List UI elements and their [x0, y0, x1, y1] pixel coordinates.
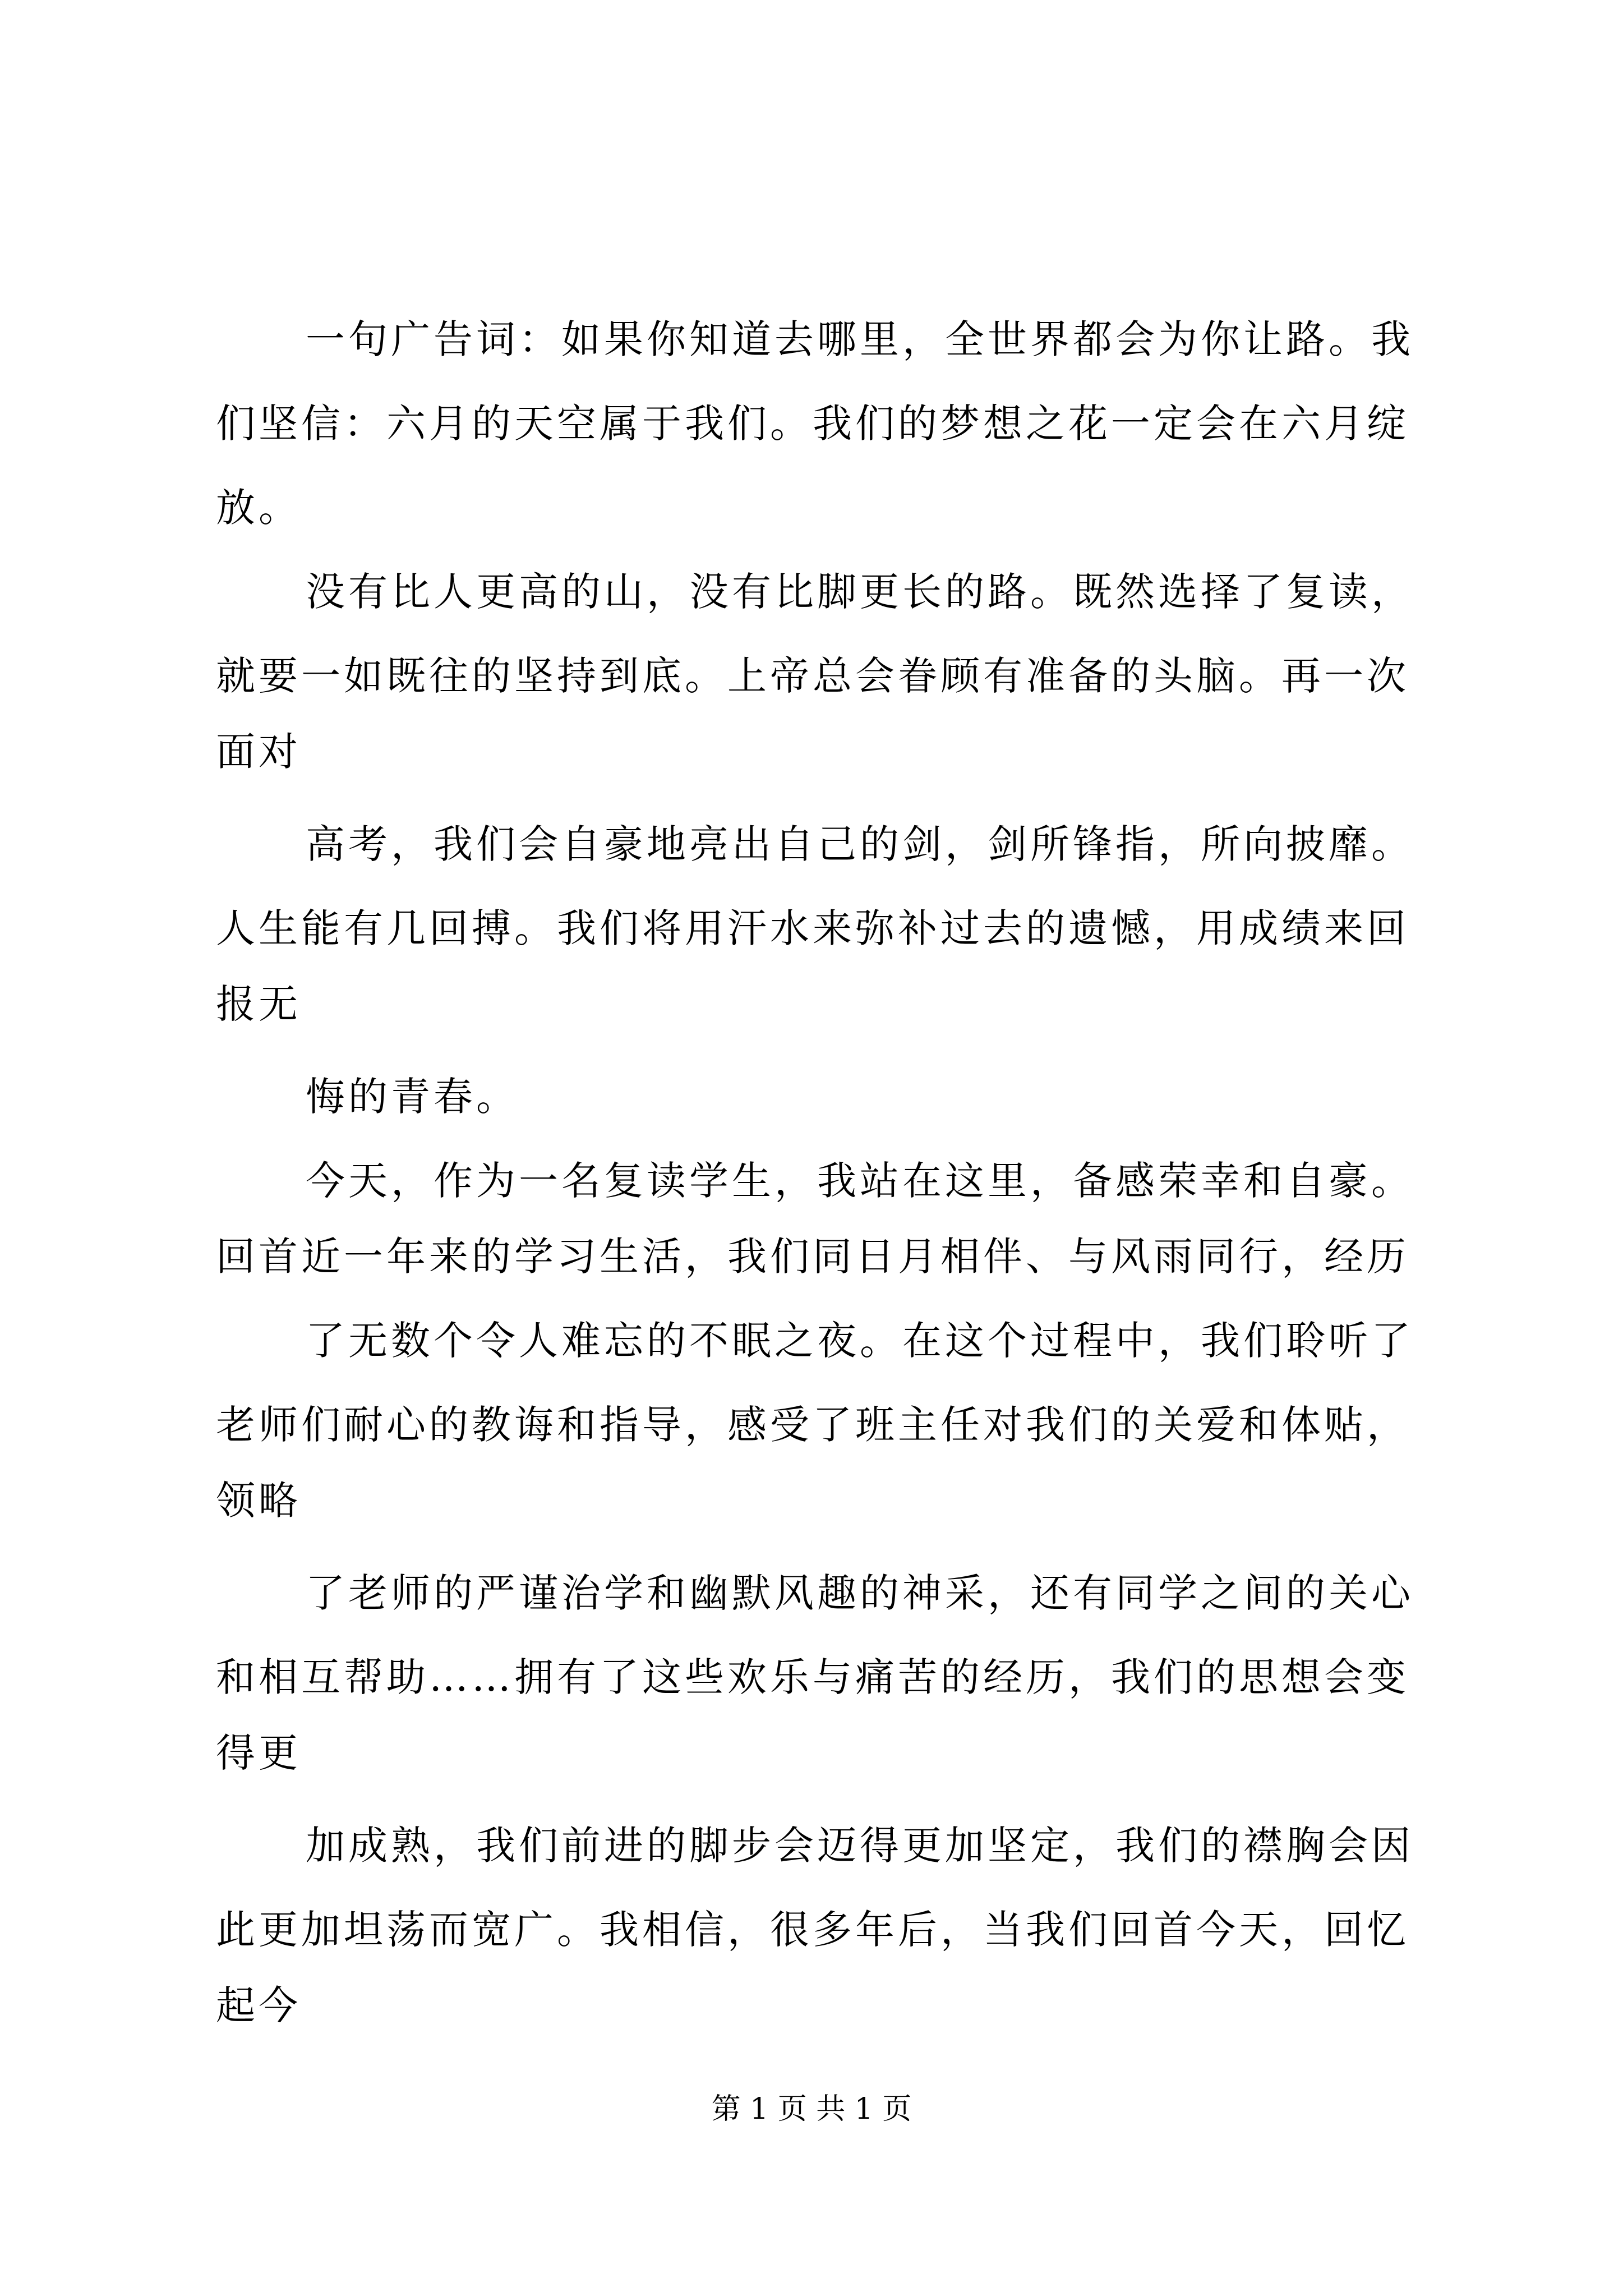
body-text-line: 一句广告词：如果你知道去哪里，全世界都会为你让路。我	[306, 316, 1414, 362]
body-text-line: 起今	[216, 1982, 301, 2028]
body-text-line: 加成熟，我们前进的脚步会迈得更加坚定，我们的襟胸会因	[306, 1823, 1414, 1869]
page-number-footer: 第 1 页 共 1 页	[711, 2092, 912, 2126]
body-text-line: 悔的青春。	[306, 1074, 519, 1120]
body-text-line: 高考，我们会自豪地亮出自己的剑，剑所锋指，所向披靡。	[306, 821, 1414, 867]
body-text-line: 回首近一年来的学习生活，我们同日月相伴、与风雨同行，经历	[216, 1234, 1409, 1280]
body-text-line: 得更	[216, 1730, 301, 1776]
body-text-line: 今天，作为一名复读学生，我站在这里，备感荣幸和自豪。	[306, 1158, 1414, 1204]
body-text-line: 就要一如既往的坚持到底。上帝总会眷顾有准备的头脑。再一次	[216, 653, 1409, 699]
body-text-line: 了老师的严谨治学和幽默风趣的神采，还有同学之间的关心	[306, 1570, 1414, 1616]
body-text-line: 放。	[216, 485, 301, 531]
body-text-line: 此更加坦荡而宽广。我相信，很多年后，当我们回首今天，回忆	[216, 1907, 1409, 1953]
body-text-line: 没有比人更高的山，没有比脚更长的路。既然选择了复读，	[306, 569, 1414, 615]
body-text-line: 老师们耐心的教诲和指导，感受了班主任对我们的关爱和体贴，	[216, 1402, 1409, 1448]
body-text-line: 人生能有几回搏。我们将用汗水来弥补过去的遗憾，用成绩来回	[216, 905, 1409, 951]
body-text-line: 报无	[216, 981, 301, 1027]
body-text-line: 面对	[216, 729, 301, 775]
body-text-line: 和相互帮助……拥有了这些欢乐与痛苦的经历，我们的思想会变	[216, 1654, 1409, 1700]
body-text-line: 了无数个令人难忘的不眠之夜。在这个过程中，我们聆听了	[306, 1318, 1414, 1364]
body-text-line: 们坚信：六月的天空属于我们。我们的梦想之花一定会在六月绽	[216, 401, 1409, 447]
body-text-line: 领略	[216, 1478, 301, 1524]
